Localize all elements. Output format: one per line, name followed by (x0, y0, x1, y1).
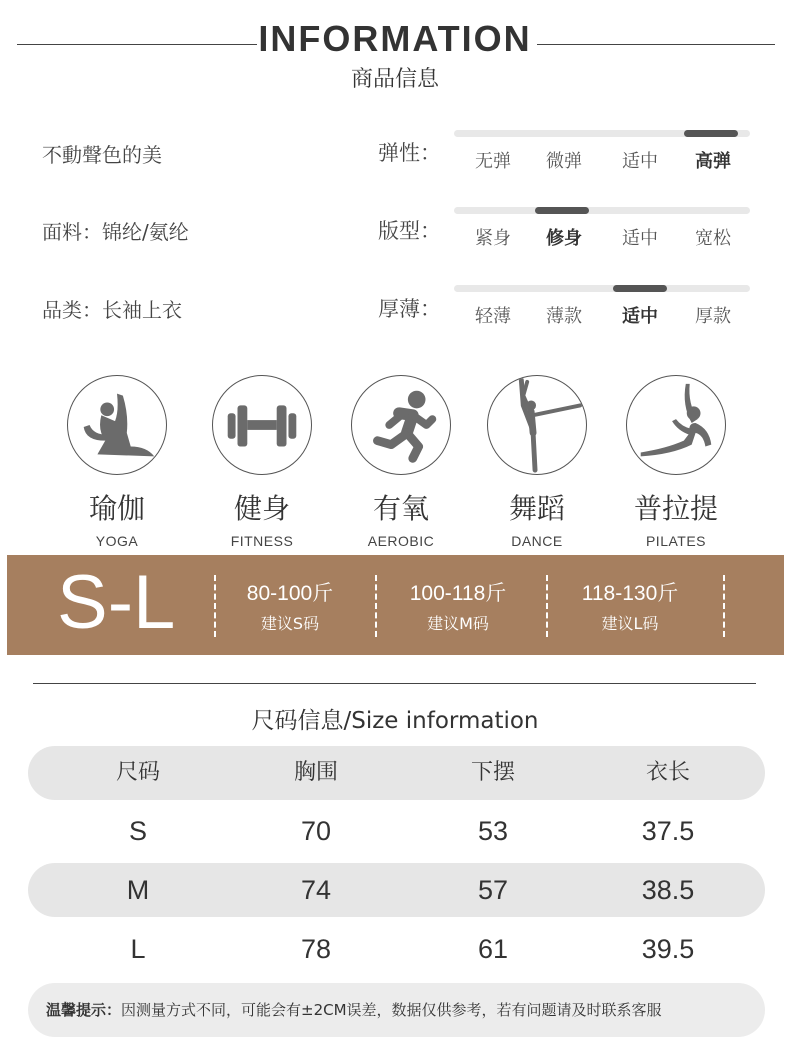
attribute-option-selected: 适中 (622, 306, 658, 327)
sport-name-en: FITNESS (230, 533, 294, 549)
dumbbell-icon (212, 375, 312, 475)
yoga-pose-icon (67, 375, 167, 475)
table-row (28, 922, 765, 976)
size-table-header (28, 746, 765, 800)
attribute-option: 适中 (622, 151, 658, 172)
weight-range: 118-130斤 (581, 582, 679, 605)
table-cell: 78 (300, 934, 332, 964)
attribute-option: 轻薄 (475, 306, 511, 327)
attribute-option: 紧身 (475, 228, 511, 249)
table-cell: 57 (477, 875, 509, 905)
pilates-pose-icon (626, 375, 726, 475)
attribute-option: 无弹 (475, 151, 511, 172)
size-range-banner (7, 555, 784, 655)
sport-name-en: PILATES (645, 533, 707, 549)
attribute-label: 弹性： (378, 141, 441, 165)
table-row (28, 863, 765, 917)
note-text: 因测量方式不同，可能会有±2CM误差，数据仅供参考，若有问题请及时联系客服 (121, 1001, 662, 1019)
fabric-spec: 面料：锦纶/氨纶 (42, 220, 189, 244)
size-suggestion (215, 577, 365, 634)
attribute-option: 微弹 (546, 151, 582, 172)
sport-aerobic (351, 375, 451, 549)
measurement-note (28, 983, 765, 1037)
attribute-option: 厚款 (695, 306, 731, 327)
banner-divider (546, 575, 548, 637)
table-cell: L (130, 934, 146, 964)
sport-fitness (212, 375, 312, 549)
table-cell: M (126, 875, 150, 905)
size-table-title: 尺码信息/Size information (251, 708, 539, 734)
sport-name-en: AEROBIC (367, 533, 435, 549)
product-tagline: 不動聲色的美 (42, 143, 162, 167)
sport-name: 瑜伽 (88, 492, 145, 525)
weight-range: 80-100斤 (246, 582, 334, 605)
attribute-label: 厚薄： (378, 297, 441, 321)
attribute-option-selected: 高弹 (695, 151, 731, 172)
table-cell: 74 (300, 875, 332, 905)
column-header: 胸围 (293, 760, 338, 785)
table-cell: S (128, 816, 147, 846)
sport-name-en: YOGA (95, 533, 139, 549)
suggested-size: 建议S码 (260, 614, 320, 633)
category-spec: 品类：长袖上衣 (42, 298, 182, 322)
table-cell: 39.5 (641, 934, 695, 964)
weight-range: 100-118斤 (409, 582, 507, 605)
runner-icon (351, 375, 451, 475)
suggested-size: 建议L码 (601, 614, 659, 633)
attribute-indicator (684, 130, 738, 137)
sport-yoga (67, 375, 167, 549)
table-cell: 53 (477, 816, 509, 846)
size-range: S-L (57, 560, 176, 645)
note-label: 温馨提示： (46, 1001, 122, 1019)
dancer-icon (487, 375, 587, 475)
sport-name: 有氧 (372, 492, 429, 525)
attribute-label: 版型： (378, 219, 441, 243)
column-header: 下摆 (470, 760, 515, 785)
banner-divider (723, 575, 725, 637)
table-cell: 38.5 (641, 875, 695, 905)
sport-dance (487, 375, 587, 549)
attribute-track (454, 285, 750, 292)
size-suggestion (383, 577, 533, 634)
attribute-track (454, 207, 750, 214)
sport-name: 普拉提 (633, 492, 718, 525)
table-cell: 61 (477, 934, 509, 964)
sport-name: 健身 (233, 492, 290, 525)
attribute-option: 适中 (622, 228, 658, 249)
table-row (28, 804, 765, 858)
page-title: INFORMATION (258, 18, 532, 59)
section-divider (33, 683, 756, 684)
size-suggestion (555, 577, 705, 634)
attribute-indicator (613, 285, 667, 292)
banner-divider (375, 575, 377, 637)
attribute-indicator (535, 207, 589, 214)
column-header: 尺码 (115, 760, 160, 785)
sport-pilates (626, 375, 726, 549)
sport-name: 舞蹈 (508, 492, 565, 525)
sport-name-en: DANCE (511, 533, 563, 549)
attribute-option: 薄款 (546, 306, 582, 327)
attribute-option-selected: 修身 (546, 228, 582, 249)
suggested-size: 建议M码 (427, 614, 489, 633)
table-cell: 70 (300, 816, 332, 846)
attribute-track (454, 130, 750, 137)
column-header: 衣长 (645, 760, 690, 785)
page-subtitle: 商品信息 (350, 67, 439, 92)
table-cell: 37.5 (641, 816, 695, 846)
attribute-option: 宽松 (695, 228, 731, 249)
